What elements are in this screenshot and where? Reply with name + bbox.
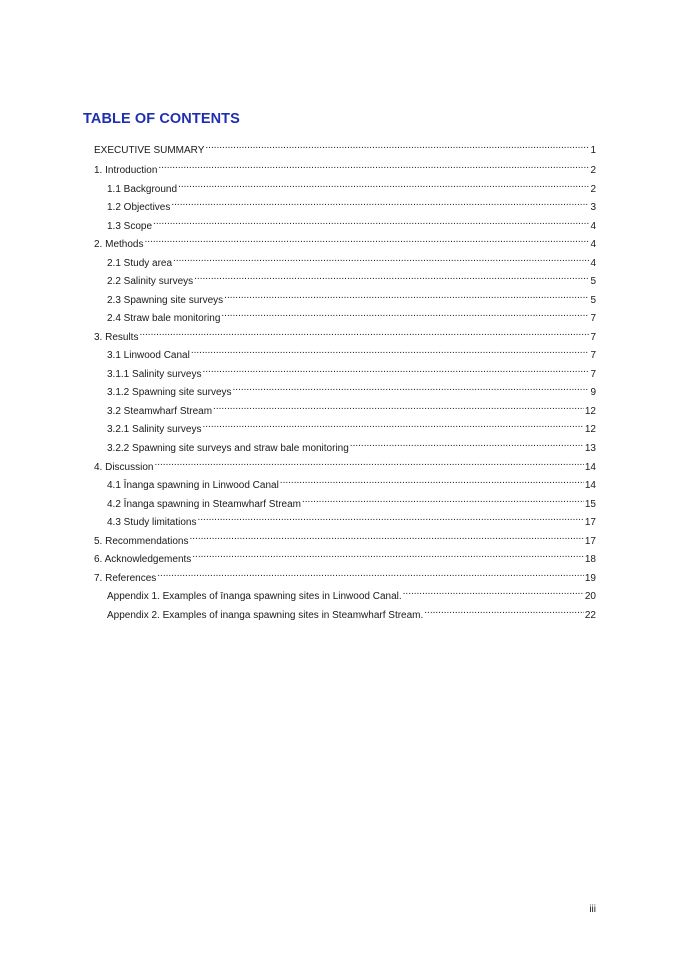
toc-page-number: 9	[590, 387, 596, 398]
dot-leader	[173, 253, 589, 266]
toc-page-number: 15	[584, 499, 596, 510]
toc-entry[interactable]	[107, 512, 596, 528]
dot-leader	[178, 179, 589, 192]
dot-leader	[302, 494, 584, 507]
page-number: iii	[589, 904, 596, 915]
toc-entry-text: 5. Recommendations	[94, 536, 189, 547]
dot-leader	[205, 140, 589, 153]
toc-page-number: 14	[584, 480, 596, 491]
toc-entry-text: EXECUTIVE SUMMARY	[94, 145, 205, 156]
toc-entry[interactable]	[94, 234, 596, 250]
toc-entry-text: 3.1.1 Salinity surveys	[107, 369, 202, 380]
toc-page-number: 3	[590, 202, 596, 213]
toc-entry[interactable]	[94, 327, 596, 343]
toc-page-number: 12	[584, 424, 596, 435]
toc-entry[interactable]	[107, 345, 596, 361]
toc-page-number: 17	[584, 536, 596, 547]
toc-entry-text: 3. Results	[94, 332, 139, 343]
dot-leader	[192, 549, 584, 562]
dot-leader	[144, 234, 589, 247]
toc-entry-text: 4.1 Īnanga spawning in Linwood Canal	[107, 480, 279, 491]
toc-page-number: 5	[590, 276, 596, 287]
toc-entry-text: 3.2.2 Spawning site surveys and straw bale monitoring	[107, 443, 349, 454]
toc-page-number: 1	[590, 145, 596, 156]
toc-entry[interactable]	[107, 475, 596, 491]
toc-title: TABLE OF CONTENTS	[83, 111, 240, 127]
toc-entry[interactable]	[107, 382, 596, 398]
toc-entry-text: Appendix 1. Examples of īnanga spawning sites in Linwood Canal.	[107, 591, 402, 602]
toc-page-number: 7	[590, 369, 596, 380]
toc-page-number: 4	[590, 221, 596, 232]
toc-page-number: 18	[584, 554, 596, 565]
toc-entry-text: 2.1 Study area	[107, 258, 173, 269]
toc-entry-text: 3.1.2 Spawning site surveys	[107, 387, 232, 398]
toc-entry[interactable]	[107, 271, 596, 287]
toc-page-number: 4	[590, 239, 596, 250]
toc-page-number: 20	[584, 591, 596, 602]
toc-entry[interactable]	[107, 438, 596, 454]
dot-leader	[171, 197, 589, 210]
dot-leader	[190, 531, 584, 544]
toc-entry-text: 4. Discussion	[94, 462, 154, 473]
dot-leader	[403, 586, 584, 599]
toc-entry-text: 2.4 Straw bale monitoring	[107, 313, 221, 324]
toc-page-number: 7	[590, 313, 596, 324]
dot-leader	[191, 345, 590, 358]
toc-entry-text: 2.2 Salinity surveys	[107, 276, 194, 287]
toc-entry-text: 1. Introduction	[94, 165, 158, 176]
dot-leader	[224, 290, 589, 303]
toc-page-number: 14	[584, 462, 596, 473]
toc-entry-text: 6. Acknowledgements	[94, 554, 192, 565]
toc-page-number: 13	[584, 443, 596, 454]
toc-page-number: 22	[584, 610, 596, 621]
toc-page-number: 2	[590, 165, 596, 176]
dot-leader	[158, 160, 589, 173]
dot-leader	[139, 327, 589, 340]
toc-page-number: 12	[584, 406, 596, 417]
toc-entry-text: 2. Methods	[94, 239, 144, 250]
toc-entry[interactable]	[94, 140, 596, 156]
toc-entry-text: 1.1 Background	[107, 184, 178, 195]
toc-entry[interactable]	[107, 494, 596, 510]
toc-entry[interactable]	[94, 549, 596, 565]
toc-page-number: 4	[590, 258, 596, 269]
dot-leader	[424, 605, 584, 618]
toc-page-number: 19	[584, 573, 596, 584]
toc-entry[interactable]	[107, 253, 596, 269]
toc-entry[interactable]	[94, 160, 596, 176]
toc-entry[interactable]	[107, 216, 596, 232]
toc-entry[interactable]	[107, 419, 596, 435]
toc-page-number: 5	[590, 295, 596, 306]
toc-entry[interactable]	[107, 290, 596, 306]
dot-leader	[154, 457, 583, 470]
dot-leader	[203, 364, 590, 377]
toc-entry-text: 3.1 Linwood Canal	[107, 350, 190, 361]
toc-page-number: 7	[590, 350, 596, 361]
toc-entry-text: 4.3 Study limitations	[107, 517, 197, 528]
toc-entry[interactable]	[107, 179, 596, 195]
dot-leader	[157, 568, 584, 581]
toc-entry[interactable]	[107, 308, 596, 324]
dot-leader	[213, 401, 584, 414]
dot-leader	[194, 271, 589, 284]
toc-entry[interactable]	[107, 197, 596, 213]
toc-entry-text: 1.2 Objectives	[107, 202, 171, 213]
toc-entry[interactable]	[94, 457, 596, 473]
toc-entry-text: 4.2 Īnanga spawning in Steamwharf Stream	[107, 499, 301, 510]
toc-entry-text: 1.3 Scope	[107, 221, 153, 232]
toc-entry-text: 7. References	[94, 573, 157, 584]
dot-leader	[203, 419, 584, 432]
toc-entry-text: 3.2 Steamwharf Stream	[107, 406, 213, 417]
toc-entry-text: 2.3 Spawning site surveys	[107, 295, 224, 306]
toc-entry-text: 3.2.1 Salinity surveys	[107, 424, 202, 435]
toc-entry[interactable]	[94, 531, 596, 547]
toc-entry[interactable]	[107, 364, 596, 380]
toc-page-number: 17	[584, 517, 596, 528]
dot-leader	[280, 475, 584, 488]
dot-leader	[198, 512, 584, 525]
dot-leader	[221, 308, 589, 321]
dot-leader	[350, 438, 584, 451]
dot-leader	[153, 216, 589, 229]
toc-entry[interactable]	[107, 401, 596, 417]
toc-entry-text: Appendix 2. Examples of inanga spawning sites in Steamwharf Stream.	[107, 610, 424, 621]
toc-entry[interactable]	[107, 586, 596, 602]
toc-entry[interactable]	[94, 568, 596, 584]
dot-leader	[233, 382, 590, 395]
toc-page-number: 2	[590, 184, 596, 195]
toc-page-number: 7	[590, 332, 596, 343]
toc-entry[interactable]	[107, 605, 596, 621]
